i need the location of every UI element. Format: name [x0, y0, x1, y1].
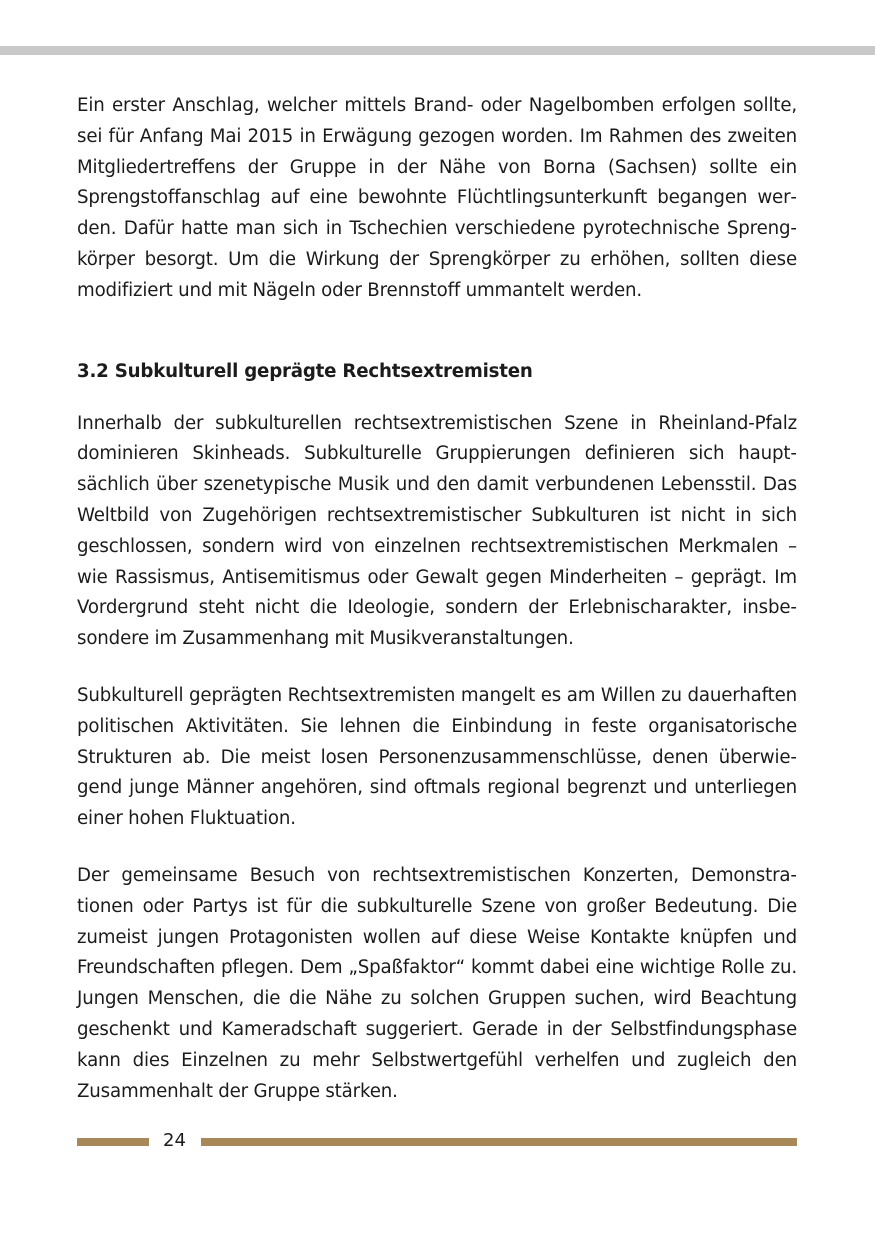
paragraph-concerts: Der gemeinsame Besuch von rechtsextremistischen Konzerten, Demonstrationen oder Partys ist für die subkulturelle Szene von großer Bedeutung. Die zumeist jungen Protagonisten wollen auf diese Weise Kontakte knüpfen und Freundschaften pflegen. Dem „Spaßfaktor“ kommt dabei eine wichtige Rolle zu. Jungen Menschen, die die Nähe zu solchen Gruppen suchen, wird Beachtung geschenkt und Kameradschaft suggeriert. Gerade in der Selbstfindungsphase kann dies Einzelnen zu mehr Selbstwertgefühl verhelfen und zugleich den Zusammenhalt der Gruppe stärken. — [77, 864, 797, 1102]
top-divider — [0, 46, 875, 55]
paragraph-skinheads: Innerhalb der subkulturellen rechtsextremistischen Szene in Rheinland-Pfalz dominieren Skinheads. Subkulturelle Gruppierungen definieren sich hauptsächlich über szenetypische Musik und den damit verbundenen Lebensstil. Das Weltbild von Zugehörigen rechtsextremistischer Subkulturen ist nicht in sich geschlossen, sondern wird von einzelnen rechtsextremistischen Merkmalen – wie Rassismus, Antisemitismus oder Gewalt gegen Minderheiten – geprägt. Im Vordergrund steht nicht die Ideologie, sondern der Erlebnischarakter, insbesondere im Zusammenhang mit Musikveranstaltungen. — [77, 412, 797, 650]
page-number: 24 — [163, 1130, 186, 1151]
page-footer — [77, 1128, 797, 1154]
paragraph-intro: Ein erster Anschlag, welcher mittels Brand- oder Nagelbomben erfolgen sollte, sei für Anfang Mai 2015 in Erwägung gezogen worden. Im Rahmen des zweiten Mitgliedertreffens der Gruppe in der Nähe von Borna (Sachsen) sollte ein Sprengstoffanschlag auf eine bewohnte Flüchtlingsunterkunft begangen werden. Dafür hatte man sich in Tschechien verschiedene pyrotechnische Sprengkörper besorgt. Um die Wirkung der Sprengkörper zu erhöhen, sollten diese modifiziert und mit Nägeln oder Brennstoff ummantelt werden. — [77, 95, 797, 301]
footer-accent-bar-right — [201, 1138, 797, 1146]
footer-accent-bar-left — [77, 1138, 149, 1146]
page-body — [77, 91, 797, 1107]
paragraph-activities: Subkulturell geprägten Rechtsextremisten mangelt es am Willen zu dauerhaften politischen Aktivitäten. Sie lehnen die Einbindung in feste organisatorische Strukturen ab. Die meist losen Personenzusammenschlüsse, denen überwiegend junge Männer angehören, sind oftmals regional begrenzt und unterliegen einer hohen Fluktuation. — [77, 684, 797, 830]
section-heading: 3.2 Subkulturell geprägte Rechtsextremisten — [77, 360, 533, 382]
